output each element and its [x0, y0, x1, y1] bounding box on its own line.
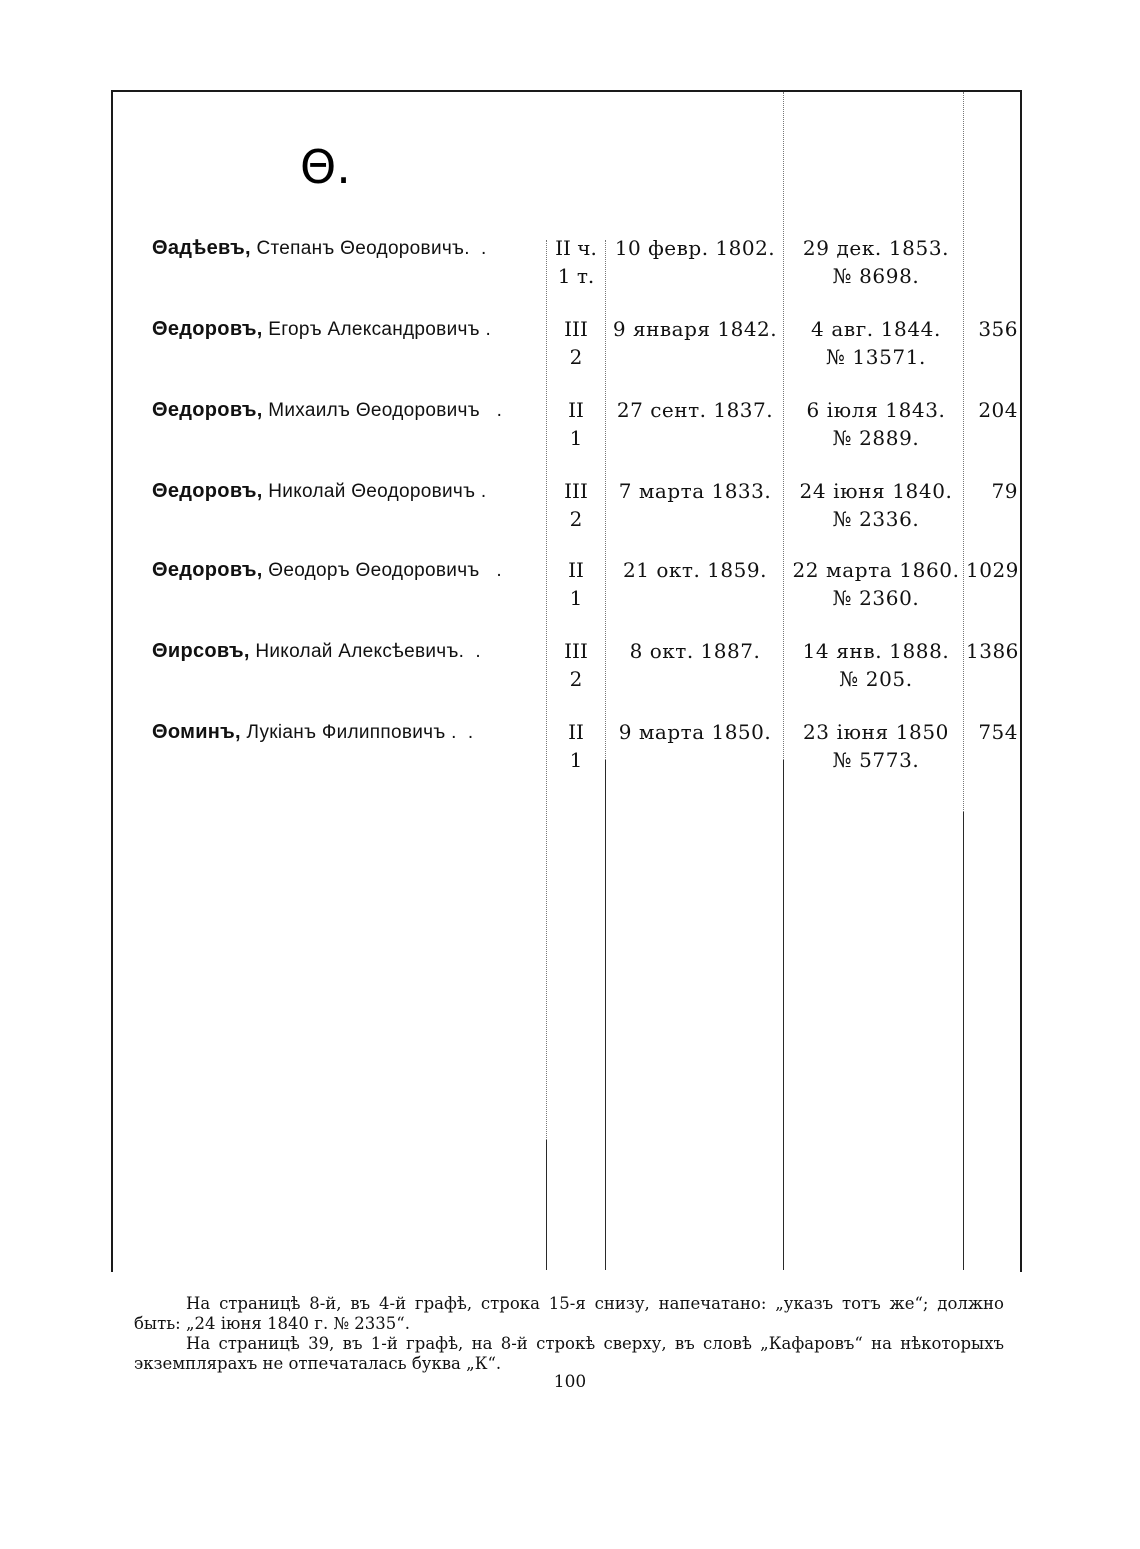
order-date: 23 іюня 1850 — [802, 720, 950, 744]
record-number: 204 — [978, 398, 1018, 422]
birth-date: 9 марта 1850. — [618, 720, 772, 744]
class-degree: 2 — [569, 667, 583, 691]
class-cell — [548, 234, 604, 290]
birth-date: 9 января 1842. — [612, 317, 778, 341]
column-rule-birth-right — [783, 760, 784, 1270]
order-number: № 8698. — [832, 264, 920, 288]
birth-date: 21 окт. 1859. — [623, 558, 767, 582]
surname: Θедоровъ, — [152, 480, 263, 502]
record-number: 754 — [978, 720, 1018, 744]
record-number: 1029 — [966, 558, 1019, 582]
leader-dot: . — [496, 560, 502, 581]
order-date: 4 авг. 1844. — [811, 317, 941, 341]
class-cell — [548, 396, 604, 452]
errata-notes — [134, 1294, 1004, 1374]
section-letter: Θ. — [300, 140, 351, 194]
order-date: 24 іюня 1840. — [799, 479, 953, 503]
order-cell — [786, 315, 966, 371]
order-cell — [786, 718, 966, 774]
order-cell — [786, 234, 966, 290]
record-number: 79 — [991, 479, 1018, 503]
class-rank: III — [564, 317, 588, 341]
class-rank: II ч. — [555, 236, 597, 260]
surname: Θоминъ, — [152, 721, 241, 743]
column-rule-class-left-solid — [546, 1140, 547, 1270]
order-cell — [786, 477, 966, 533]
class-rank: II — [568, 558, 584, 582]
given-name: Николай Θеодоровичъ — [268, 481, 476, 502]
errata-note: На страницѣ 8-й, въ 4-й графѣ, строка 15-я снизу, напечатано: „указъ тотъ же“; должно быть: „24 іюня 1840 г. № 2335“. — [134, 1294, 1004, 1333]
given-name: Николай Алексѣевичъ. — [255, 641, 465, 662]
table-row — [0, 477, 1140, 537]
table-row — [0, 234, 1140, 294]
order-date: 14 янв. 1888. — [802, 639, 950, 663]
order-cell — [786, 637, 966, 693]
person-name — [152, 637, 481, 666]
table-row — [0, 637, 1140, 697]
class-cell — [548, 556, 604, 612]
class-degree: 1 т. — [557, 264, 595, 288]
class-rank: III — [564, 639, 588, 663]
order-number: № 2336. — [832, 507, 920, 531]
birth-date: 7 марта 1833. — [618, 479, 772, 503]
class-degree: 1 — [569, 586, 583, 610]
order-number: № 2889. — [832, 426, 920, 450]
birth-date: 10 февр. 1802. — [614, 236, 776, 260]
leader-dot: . — [480, 238, 487, 259]
class-degree: 1 — [569, 748, 583, 772]
leader-dot: . — [485, 319, 492, 340]
person-name — [152, 556, 502, 585]
column-rule-order-right — [963, 812, 964, 1270]
column-rule-class-right — [605, 760, 606, 1270]
given-name: Степанъ Θеодоровичъ. — [256, 238, 470, 259]
given-name: Егоръ Александровичъ — [268, 319, 480, 340]
table-top-rule — [112, 90, 1022, 92]
surname: Θедоровъ, — [152, 399, 263, 421]
order-number: № 2360. — [832, 586, 920, 610]
order-number: № 13571. — [825, 345, 927, 369]
page-number: 100 — [553, 1372, 587, 1392]
person-name — [152, 477, 486, 506]
leader-dot: . — [496, 400, 503, 421]
table-row — [0, 718, 1140, 778]
order-cell — [786, 556, 966, 612]
class-degree: 2 — [569, 507, 583, 531]
order-number: № 205. — [839, 667, 913, 691]
surname: Θедоровъ, — [152, 318, 263, 340]
birth-date: 27 сент. 1837. — [616, 398, 774, 422]
class-cell — [548, 718, 604, 774]
order-date: 6 іюля 1843. — [806, 398, 946, 422]
given-name: Θеодоръ Θеодоровичъ — [268, 560, 480, 581]
person-name — [152, 718, 473, 747]
table-row — [0, 556, 1140, 616]
errata-note: На страницѣ 39, въ 1-й графѣ, на 8-й строкѣ сверху, въ словѣ „Кафаровъ“ на нѣкоторыхъ экземплярахъ не отпечаталась буква „К“. — [134, 1334, 1004, 1373]
surname: Θадѣевъ, — [152, 237, 251, 259]
class-cell — [548, 477, 604, 533]
leader-dot: . — [467, 722, 474, 743]
given-name: Лукіанъ Филипповичъ . — [246, 722, 457, 743]
birth-date: 8 окт. 1887. — [629, 639, 761, 663]
order-number: № 5773. — [832, 748, 920, 772]
order-date: 29 дек. 1853. — [802, 236, 950, 260]
class-degree: 2 — [569, 345, 583, 369]
class-rank: II — [568, 398, 584, 422]
person-name — [152, 396, 502, 425]
record-number: 1386 — [966, 639, 1019, 663]
surname: Θирсовъ, — [152, 640, 250, 662]
person-name — [152, 315, 491, 344]
order-date: 22 марта 1860. — [792, 558, 960, 582]
class-rank: II — [568, 720, 584, 744]
leader-dot: . — [475, 641, 481, 662]
class-degree: 1 — [569, 426, 583, 450]
class-cell — [548, 315, 604, 371]
class-cell — [548, 637, 604, 693]
given-name: Михаилъ Θеодоровичъ — [268, 400, 480, 421]
person-name — [152, 234, 487, 263]
record-number: 356 — [978, 317, 1018, 341]
table-row — [0, 315, 1140, 375]
surname: Θедоровъ, — [152, 559, 263, 581]
class-rank: III — [564, 479, 588, 503]
order-cell — [786, 396, 966, 452]
leader-dot: . — [480, 481, 487, 502]
table-row — [0, 396, 1140, 456]
